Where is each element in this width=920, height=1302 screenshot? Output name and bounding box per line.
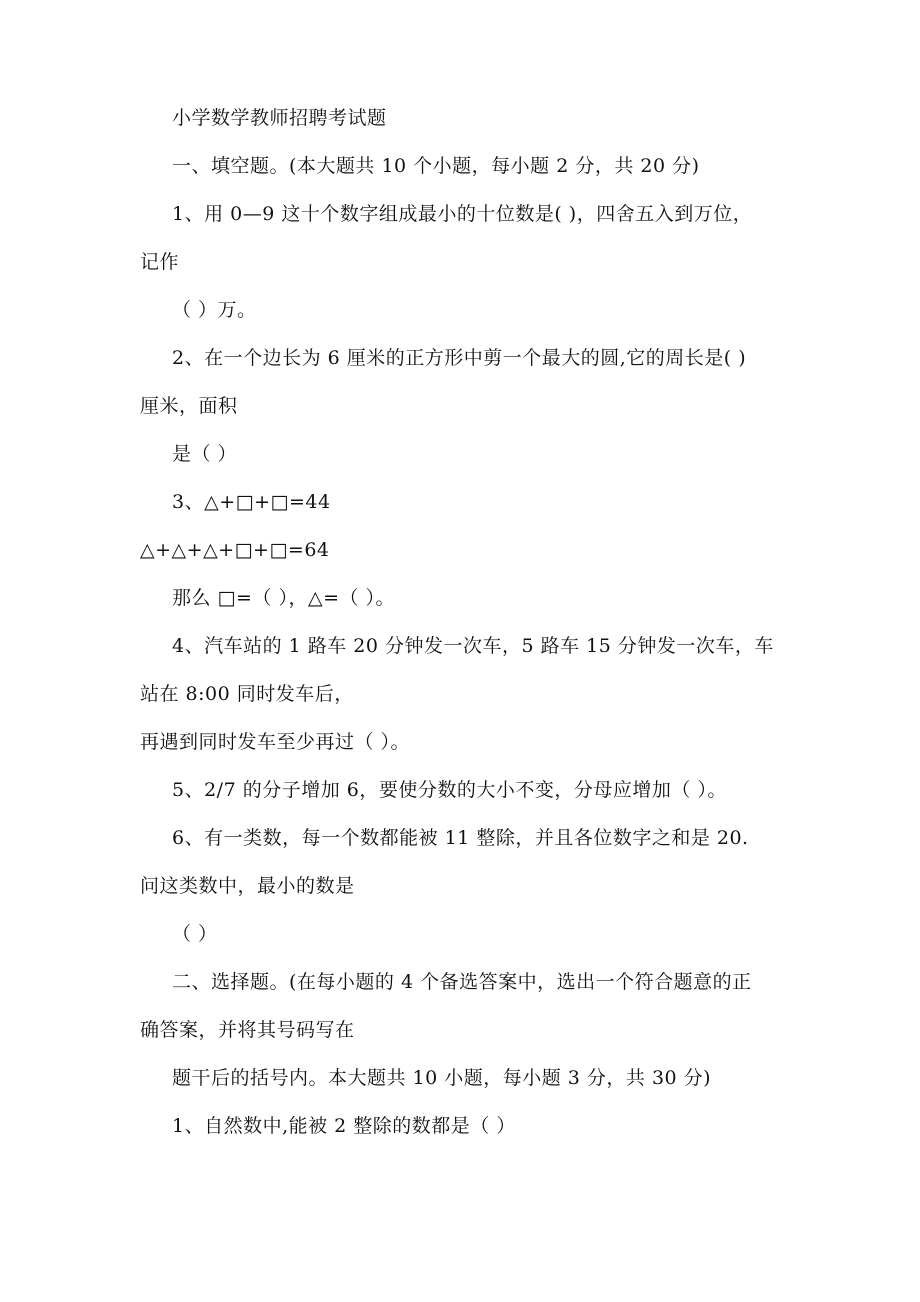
question-2-line-3: 是（ ）	[172, 443, 238, 465]
question-3-line-2: △+△+△+□+□=64	[140, 539, 330, 561]
question-4-line-3: 再遇到同时发车至少再过（ ）。	[140, 731, 411, 753]
question-4-line-1: 4、汽车站的 1 路车 20 分钟发一次车，5 路车 15 分钟发一次车，车	[172, 635, 774, 657]
question-2-line-1: 2、在一个边长为 6 厘米的正方形中剪一个最大的圆,它的周长是( )	[172, 347, 747, 369]
question-1-line-2: 记作	[140, 251, 180, 273]
question-4-line-2: 站在 8:00 同时发车后，	[140, 683, 354, 705]
question-2-line-2: 厘米，面积	[140, 395, 238, 417]
question-5: 5、2/7 的分子增加 6，要使分数的大小不变，分母应增加（ ）。	[172, 779, 727, 801]
section-heading-multiple-choice-line-3: 题干后的括号内。本大题共 10 小题，每小题 3 分，共 30 分)	[172, 1067, 712, 1089]
question-6-line-1: 6、有一类数，每一个数都能被 11 整除，并且各位数字之和是 20.	[172, 827, 749, 849]
section-heading-fill-blank: 一、填空题。(本大题共 10 个小题，每小题 2 分，共 20 分)	[172, 155, 700, 177]
question-1-line-1: 1、用 0—9 这十个数字组成最小的十位数是( )，四舍五入到万位，	[172, 203, 753, 225]
question-6-line-2: 问这类数中，最小的数是	[140, 875, 355, 897]
page-title: 小学数学教师招聘考试题	[172, 107, 387, 129]
question-1-line-3: （ ）万。	[172, 299, 257, 321]
question-3-line-3: 那么 □=（ ），△=（ ）。	[172, 587, 396, 609]
section-heading-multiple-choice-line-2: 确答案，并将其号码写在	[140, 1019, 355, 1041]
section-heading-multiple-choice-line-1: 二、选择题。(在每小题的 4 个备选答案中，选出一个符合题意的正	[172, 971, 752, 993]
question-3-line-1: 3、△+□+□=44	[172, 491, 331, 513]
question-6-line-3: （ ）	[172, 923, 218, 945]
choice-question-1: 1、自然数中,能被 2 整除的数都是（ ）	[172, 1115, 516, 1137]
